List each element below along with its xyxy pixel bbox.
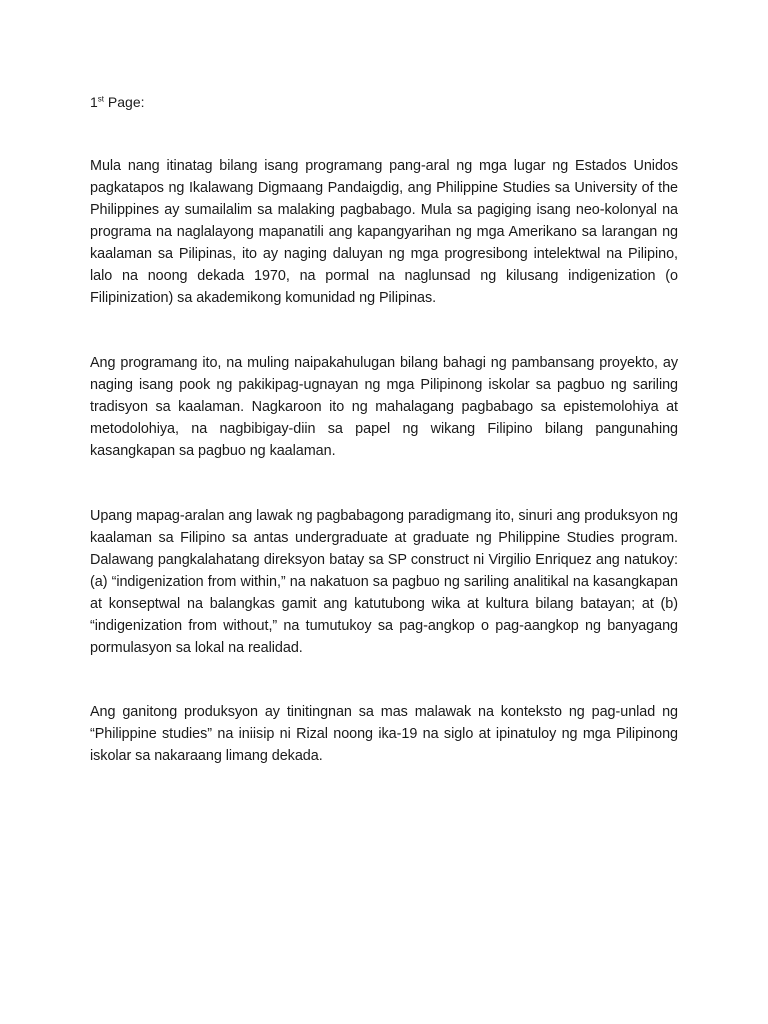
paragraph-1: Mula nang itinatag bilang isang programang pang-aral ng mga lugar ng Estados Unidos pagkatapos ng Ikalawang Digmaang Pandaigdig, ang Philippine Studies sa University of the Philippines ay sumailalim sa malaking pagbabago. Mula sa pagiging isang neo-kolonyal na programa na naglalayong mapanatili ang kapangyarihan ng mga Amerikano sa larangan ng kaalaman sa Pilipinas, ito ay naging daluyan ng mga progresibong intelektwal na Pilipino, lalo na noong dekada 1970, na pormal na naglunsad ng kilusang indigenization (o Filipinization) sa akademikong komunidad ng Pilipinas. [90, 158, 678, 306]
heading-ordinal-suffix: st [97, 94, 105, 104]
paragraph-2: Ang programang ito, na muling naipakahulugan bilang bahagi ng pambansang proyekto, ay naging isang pook ng pakikipag-ugnayan ng mga Pilipinong iskolar sa pagbuo ng sariling tradisyon sa kaalaman. Nagkaroon ito ng mahalagang pagbabago sa epistemolohiya at metodolohiya, na nagbibigay-diin sa papel ng wikang Filipino bilang pangunahing kasangkapan sa pagbuo ng kaalaman. [90, 355, 678, 459]
heading-number: 1 [90, 94, 98, 110]
paragraph-3: Upang mapag-aralan ang lawak ng pagbabagong paradigmang ito, sinuri ang produksyon ng kaalaman sa Filipino sa antas undergraduate at graduate ng Philippine Studies program. Dalawang pangkalahatang direksyon batay sa SP construct ni Virgilio Enriquez ang natukoy: (a) “indigenization from within,” na nakatuon sa pagbuo ng sariling analitikal na kasangkapan at konseptwal na balangkas gamit ang katutubong wika at kultura bilang batayan; at (b) “indigenization from without,” na tumutukoy sa pag-angkop o pag-aangkop ng banyagang pormulasyon sa lokal na realidad. [90, 508, 678, 656]
page-heading [90, 92, 145, 112]
heading-label: Page: [104, 94, 145, 110]
paragraph-4: Ang ganitong produksyon ay tinitingnan sa mas malawak na konteksto ng pag-unlad ng “Philippine studies” na iniisip ni Rizal noong ika-19 na siglo at ipinatuloy ng mga Pilipinong iskolar sa nakaraang limang dekada. [90, 704, 678, 764]
